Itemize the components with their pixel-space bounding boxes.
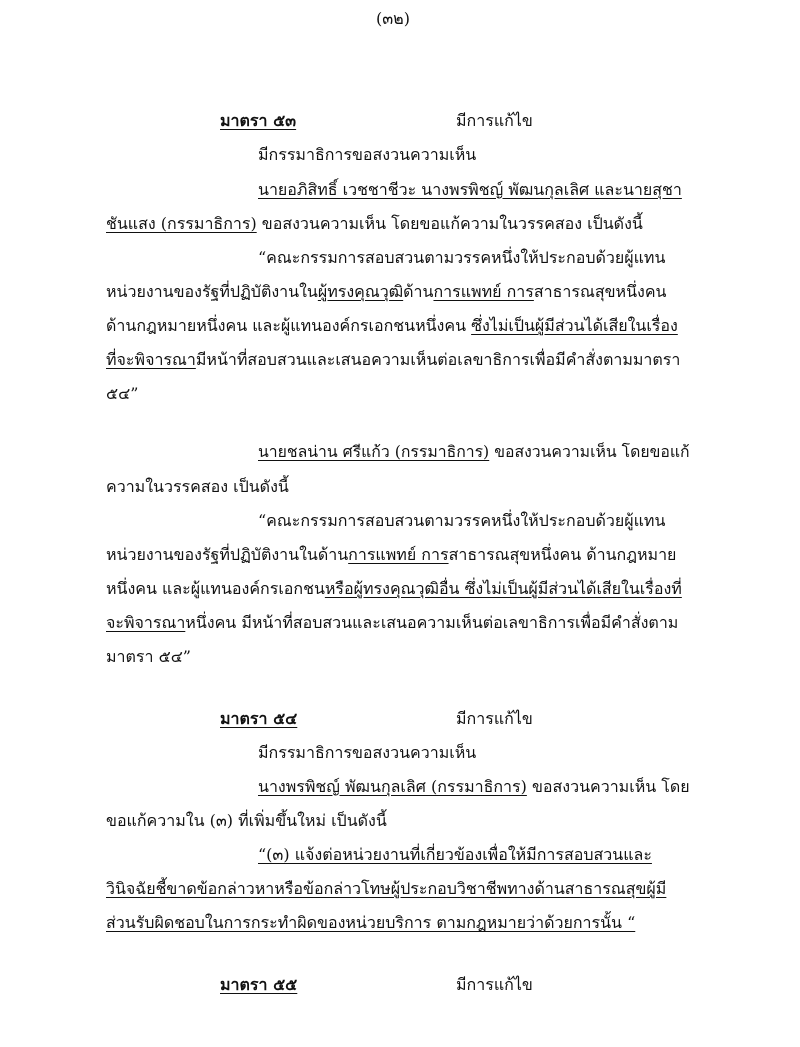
section-53-status: มีการแก้ไข <box>456 111 533 130</box>
opinion-1-quote-line-5: ๕๔” <box>106 384 139 403</box>
opinion-3-quote-line-1: “(๓) แจ้งต่อหน่วยงานที่เกี่ยวข้องเพื่อให้มีการสอบสวนและ <box>258 845 652 864</box>
opinion-2-quote-line-1: “คณะกรรมการสอบสวนตามวรรคหนึ่งให้ประกอบด้วยผู้แทน <box>258 511 666 530</box>
opinion-3-quote-line-2: วินิจฉัยชี้ขาดข้อกล่าวหาหรือข้อกล่าวโทษผู้ประกอบวิชาชีพทางด้านสาธารณสุขผู้มี <box>106 879 667 898</box>
section-55-title: มาตรา ๕๕ <box>220 975 298 994</box>
opinion-3-members: นางพรพิชญ์ พัฒนกุลเลิศ (กรรมาธิการ) ขอสงวนความเห็น โดย <box>258 777 690 796</box>
opinion-2-members-cont: ความในวรรคสอง เป็นดังนี้ <box>106 477 289 496</box>
section-54-title: มาตรา ๕๔ <box>220 709 298 728</box>
opinion-1-quote-line-4: ที่จะพิจารณามีหน้าที่สอบสวนและเสนอความเห็นต่อเลขาธิการเพื่อมีคำสั่งตามมาตรา <box>106 350 681 369</box>
page-number: (๓๒) <box>376 9 410 28</box>
opinion-1-quote-line-3: ด้านกฎหมายหนึ่งคน และผู้แทนองค์กรเอกชนหนึ่งคน ซึ่งไม่เป็นผู้มีส่วนได้เสียในเรื่อง <box>106 316 678 335</box>
opinion-2-members: นายชลน่าน ศรีแก้ว (กรรมาธิการ) ขอสงวนความเห็น โดยขอแก้ <box>258 442 690 461</box>
opinion-1-quote-line-1: “คณะกรรมการสอบสวนตามวรรคหนึ่งให้ประกอบด้วยผู้แทน <box>258 248 666 267</box>
opinion-2-quote-line-5: มาตรา ๕๔” <box>106 647 191 666</box>
opinion-1-quote-line-2: หน่วยงานของรัฐที่ปฏิบัติงานในผู้ทรงคุณวุฒิด้านการแพทย์ การสาธารณสุขหนึ่งคน <box>106 282 667 301</box>
opinion-1-members: นายอภิสิทธิ์ เวชชาชีวะ นางพรพิชญ์ พัฒนกุลเลิศ และนายสุชา <box>258 180 682 199</box>
section-53-intro: มีกรรมาธิการขอสงวนความเห็น <box>258 145 477 164</box>
section-54-status: มีการแก้ไข <box>456 709 533 728</box>
opinion-2-quote-line-4: จะพิจารณาหนึ่งคน มีหน้าที่สอบสวนและเสนอความเห็นต่อเลขาธิการเพื่อมีคำสั่งตาม <box>106 613 679 632</box>
section-53-title: มาตรา ๕๓ <box>220 111 297 130</box>
opinion-2-quote-line-3: หนึ่งคน และผู้แทนองค์กรเอกชนหรือผู้ทรงคุณวุฒิอื่น ซึ่งไม่เป็นผู้มีส่วนได้เสียในเรื่องที่ <box>106 579 682 598</box>
opinion-2-quote-line-2: หน่วยงานของรัฐที่ปฏิบัติงานในด้านการแพทย์ การสาธารณสุขหนึ่งคน ด้านกฎหมาย <box>106 545 677 564</box>
section-55-status: มีการแก้ไข <box>456 975 533 994</box>
opinion-1-members-cont: ชันแสง (กรรมาธิการ) ขอสงวนความเห็น โดยขอแก้ความในวรรคสอง เป็นดังนี้ <box>106 214 643 233</box>
opinion-3-quote-line-3: ส่วนรับผิดชอบในการกระทำผิดของหน่วยบริการ ตามกฎหมายว่าด้วยการนั้น “ <box>106 913 636 932</box>
opinion-3-members-cont: ขอแก้ความใน (๓) ที่เพิ่มขึ้นใหม่ เป็นดังนี้ <box>106 811 387 830</box>
section-54-intro: มีกรรมาธิการขอสงวนความเห็น <box>258 743 477 762</box>
